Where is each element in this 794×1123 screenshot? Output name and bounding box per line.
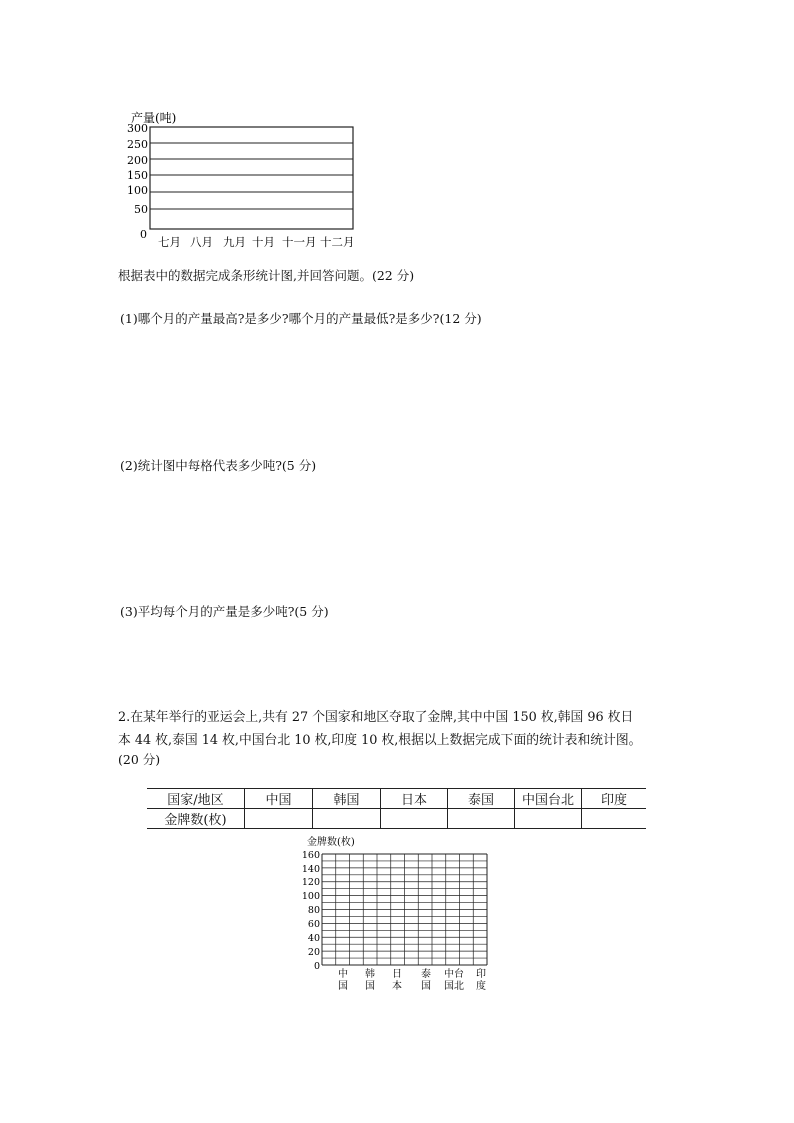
chart2-ylabel: 金牌数(枚)	[307, 837, 355, 848]
chart2-xlabel-top: 中台	[444, 969, 464, 980]
chart2-xlabel-bottom: 本	[392, 981, 402, 992]
chart1-xtick: 十一月	[282, 235, 317, 249]
chart2-ytick: 120	[301, 877, 320, 888]
table-answer-cell[interactable]	[515, 809, 582, 829]
chart1-ytick: 250	[127, 138, 148, 151]
chart2-xlabel-bottom: 国北	[444, 981, 464, 992]
table-answer-cell[interactable]	[448, 809, 515, 829]
chart2-xlabel-top: 韩	[365, 969, 375, 980]
chart2-xlabel-bottom: 度	[476, 981, 486, 992]
chart2-ytick: 160	[301, 850, 320, 861]
chart2-xlabel-bottom: 国	[338, 981, 348, 992]
table-header-cell: 中国	[245, 789, 313, 809]
table-header-cell: 国家/地区	[147, 789, 245, 809]
table-header-row	[147, 789, 646, 809]
chart2-ytick: 40	[307, 933, 320, 944]
chart1-grid	[150, 127, 353, 229]
chart2-ytick: 80	[307, 905, 320, 916]
chart2-xlabel-bottom: 国	[365, 981, 375, 992]
chart1-ytick: 200	[127, 154, 148, 167]
table-row-label: 金牌数(枚)	[147, 809, 245, 829]
question2-line2: 本 44 枚,泰国 14 枚,中国台北 10 枚,印度 10 枚,根据以上数据完成下面的统计表和统计图。	[118, 733, 642, 748]
question1-part1: (1)哪个月的产量最高?是多少?哪个月的产量最低?是多少?(12 分)	[120, 311, 482, 326]
chart2-ytick: 100	[301, 891, 320, 902]
chart2-xlabel-bottom: 国	[421, 981, 431, 992]
chart2-xlabel-top: 中	[338, 969, 348, 980]
chart1-ytick: 50	[134, 203, 148, 216]
table-header-cell: 印度	[582, 789, 647, 809]
chart2-ytick: 20	[307, 947, 320, 958]
question1-part2: (2)统计图中每格代表多少吨?(5 分)	[120, 458, 317, 473]
table-answer-cell[interactable]	[313, 809, 381, 829]
question2-line3: (20 分)	[118, 752, 161, 767]
chart2-ytick: 140	[301, 864, 320, 875]
table-header-cell: 泰国	[448, 789, 515, 809]
chart1-ylabel: 产量(吨)	[131, 111, 177, 125]
chart1-ytick: 300	[127, 122, 148, 135]
table-header-cell: 日本	[381, 789, 448, 809]
table-answer-cell[interactable]	[582, 809, 647, 829]
medal-chart	[285, 832, 500, 997]
table-answer-cell[interactable]	[245, 809, 313, 829]
question1-part3: (3)平均每个月的产量是多少吨?(5 分)	[120, 604, 329, 619]
chart1-xtick: 八月	[190, 235, 213, 249]
chart1-ytick: 100	[127, 184, 148, 197]
chart1-xtick: 十二月	[320, 235, 355, 249]
question2-line1: 2.在某年举行的亚运会上,共有 27 个国家和地区夺取了金牌,其中中国 150 枚,韩国 96 枚日	[118, 710, 634, 725]
chart1-ytick: 0	[140, 228, 147, 241]
chart2-ytick: 0	[313, 961, 320, 972]
table-header-cell: 韩国	[313, 789, 381, 809]
chart1-ytick: 150	[127, 169, 148, 182]
table-answer-cell[interactable]	[381, 809, 448, 829]
table-header-cell: 中国台北	[515, 789, 582, 809]
chart1-xtick: 七月	[158, 235, 181, 249]
chart2-xlabel-top: 印	[476, 969, 486, 980]
chart2-xlabel-top: 日	[392, 969, 402, 980]
question1-intro: 根据表中的数据完成条形统计图,并回答问题。(22 分)	[118, 268, 415, 283]
chart2-xlabel-top: 泰	[421, 969, 431, 980]
chart1-xtick: 十月	[252, 235, 275, 249]
production-chart	[110, 105, 380, 255]
medal-table	[147, 788, 646, 829]
chart2-grid	[322, 854, 487, 965]
table-row	[147, 809, 646, 829]
chart1-xtick: 九月	[223, 235, 246, 249]
chart2-ytick: 60	[307, 919, 320, 930]
